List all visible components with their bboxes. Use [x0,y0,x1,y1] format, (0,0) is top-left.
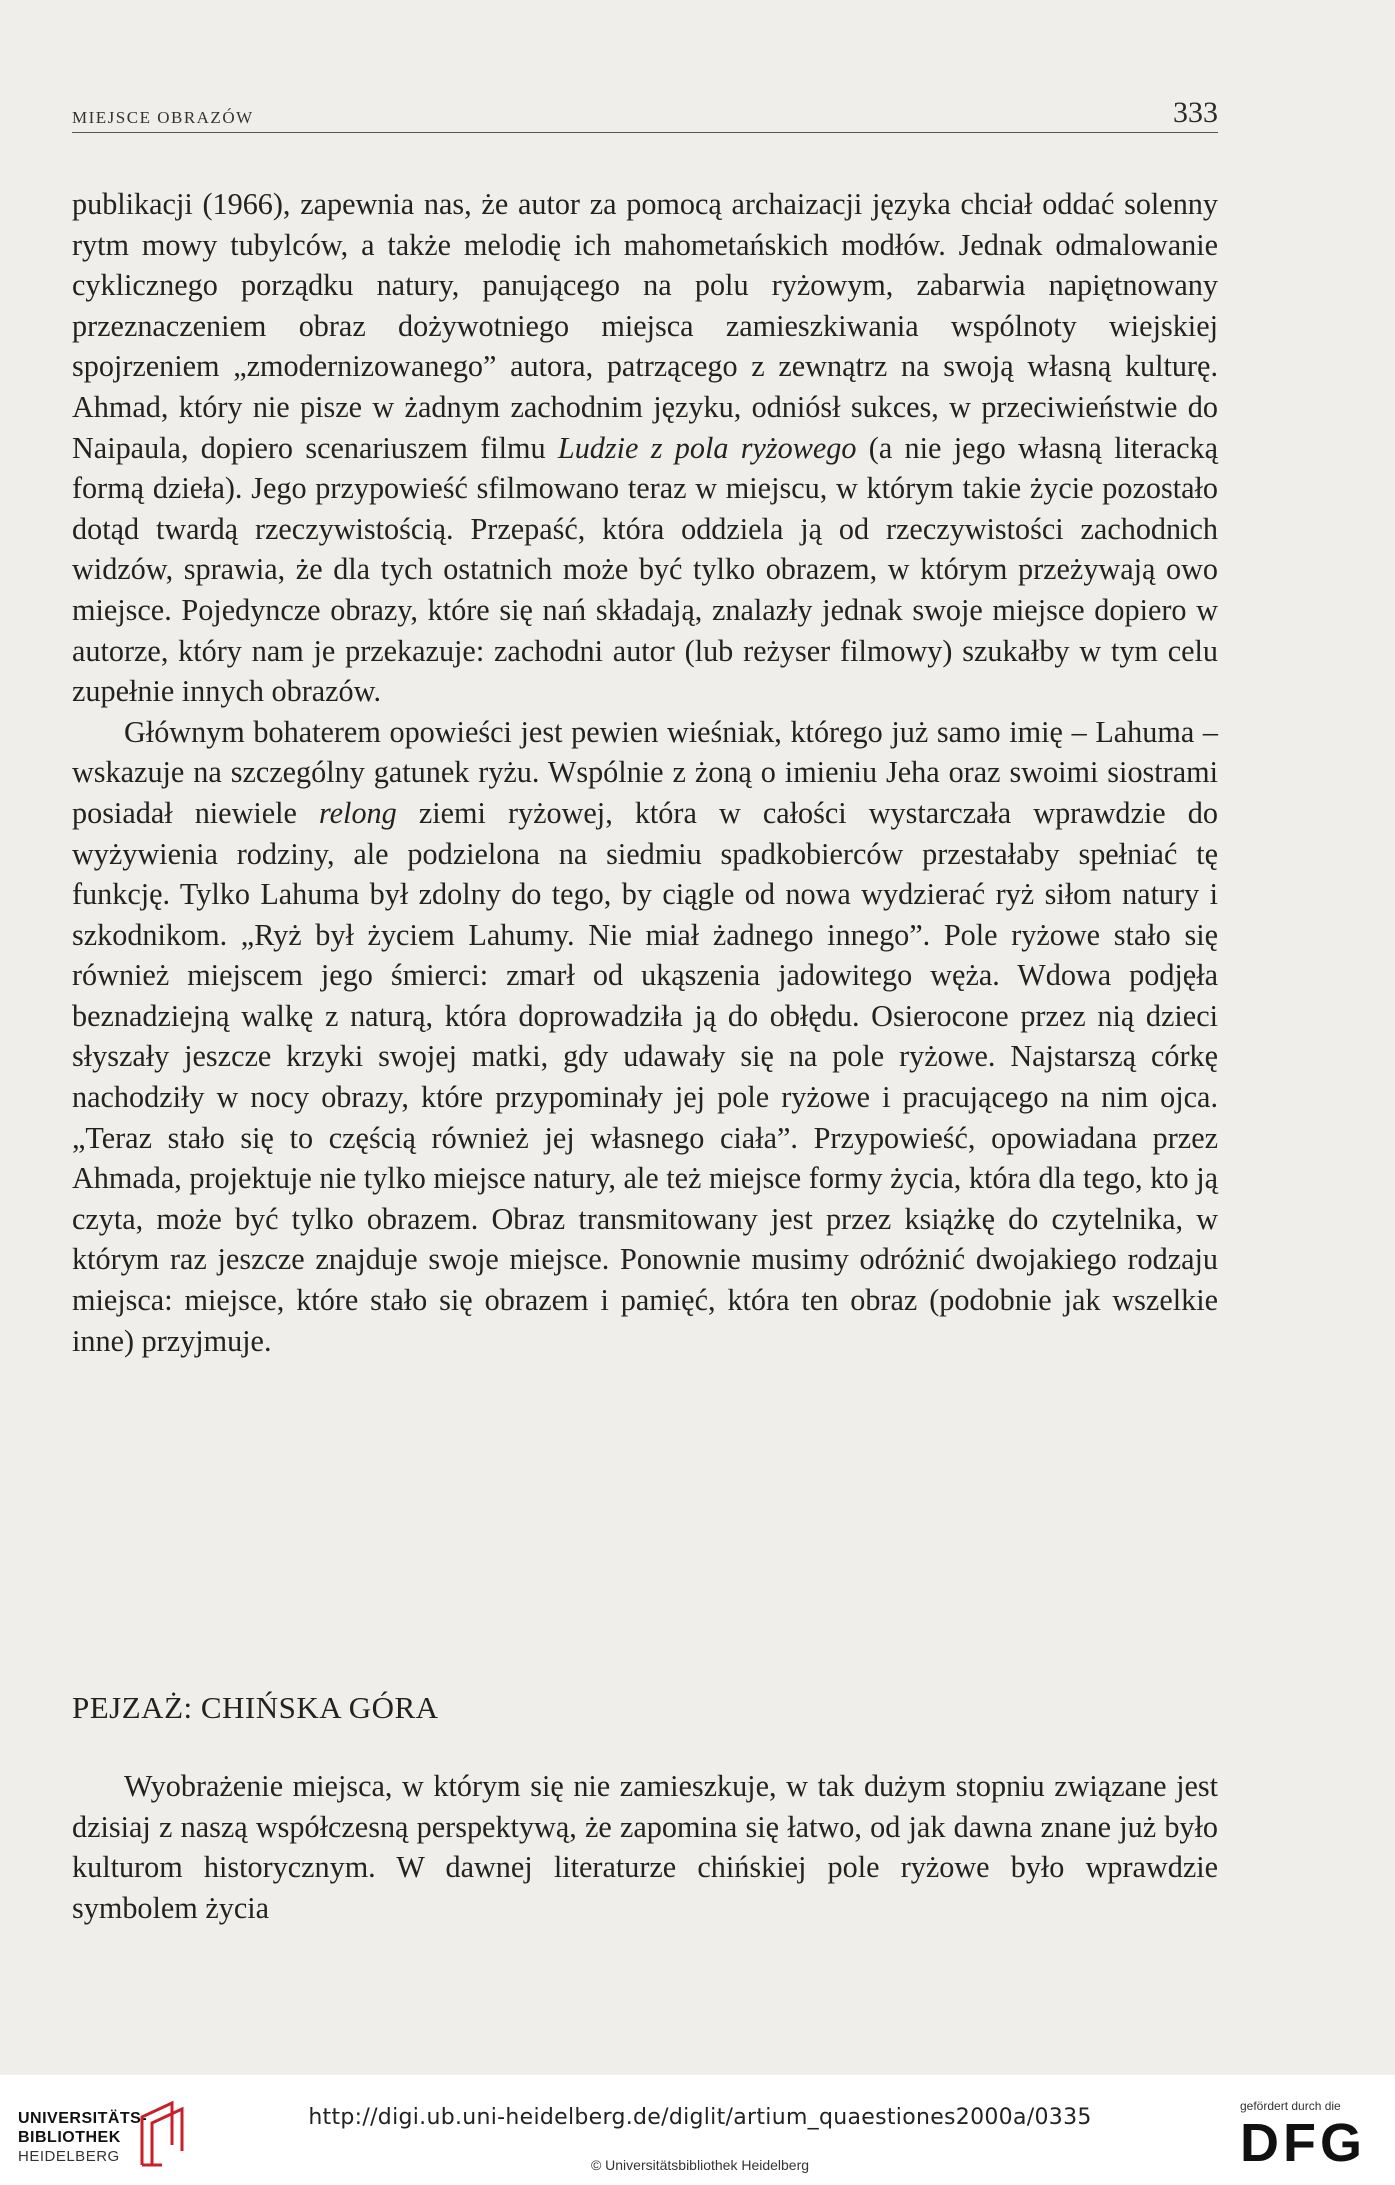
section-heading: PEJZAŻ: CHIŃSKA GÓRA [72,1690,439,1725]
body-text-main [72,184,1218,1361]
digitization-footer [0,2075,1395,2185]
paragraph-1: publikacji (1966), zapewnia nas, że autor za pomocą archaizacji języka chciał oddać solenny rytm mowy tubylców, a także melodię ich mahometańskich modłów. Jednak odmalowanie cyklicznego porządku natury, panującego na polu ryżowym, zabarwia napiętnowany przeznaczeniem obraz dożywotniego miejsca zamieszkiwania wspólnoty wiejskiej spojrzeniem „zmodernizowanego” autora, patrzącego z zewnątrz na swoją własną kulturę. Ahmad, który nie pisze w żadnym zachodnim języku, odniósł sukces, w przeciwieństwie do Naipaula, dopiero scenariuszem filmu Ludzie z pola ryżowego (a nie jego własną literacką formą dzieła). Jego przypowieść sfilmowano teraz w miejscu, w którym takie życie pozostało dotąd twardą rzeczywistością. Przepaść, która oddziela ją od rzeczywistości zachodnich widzów, sprawia, że dla tych ostatnich może być tylko obrazem, w którym przeżywają owo miejsce. Pojedyncze obrazy, które się nań składają, znalazły jednak swoje miejsce dopiero w autorze, który nam je przekazuje: zachodni autor (lub reżyser filmowy) szukałby w tym celu zupełnie innych obrazów. [72,187,1218,709]
term-relong: relong [319,795,397,830]
funder-label: gefördert durch die [1240,2099,1341,2113]
library-logo-icon [132,2095,194,2169]
paragraph-3: Wyobrażenie miejsca, w którym się nie zamieszkuje, w tak dużym stopniu związane jest dzisiaj z naszą współczesną perspektywą, że zapomina się łatwo, od jak dawna znane już było kulturom historycznym. W dawnej literaturze chińskiej pole ryżowe było wprawdzie symbolem życia [72,1769,1218,1925]
source-url-link[interactable]: http://digi.ub.uni-heidelberg.de/diglit/artium_quaestiones2000a/0335 [308,2105,1092,2130]
body-text-section [72,1766,1218,1928]
page-number: 333 [1173,96,1218,129]
library-name: UNIVERSITÄTS- BIBLIOTHEK HEIDELBERG [18,2110,148,2165]
paragraph-2: Głównym bohaterem opowieści jest pewien wieśniak, którego już samo imię – Lahuma – wskazuje na szczególny gatunek ryżu. Wspólnie z żoną o imieniu Jeha oraz swoimi siostrami posiadał niewiele relong ziemi ryżowej, która w całości wystarczała wprawdzie do wyżywienia rodziny, ale podzielona na siedmiu spadkobierców przestałaby spełniać tę funkcję. Tylko Lahuma był zdolny do tego, by ciągle od nowa wydzierać ryż siłom natury i szkodnikom. „Ryż był życiem Lahumy. Nie miał żadnego innego”. Pole ryżowe stało się również miejscem jego śmierci: zmarł od ukąszenia jadowitego węża. Wdowa podjęła beznadziejną walkę z naturą, która doprowadziła ją do obłędu. Osierocone przez nią dzieci słyszały jeszcze krzyki swojej matki, gdy udawały się na pole ryżowe. Najstarszą córkę nachodziły w nocy obrazy, które przypominały jej pole ryżowe i pracującego na nim ojca. „Teraz stało się to częścią również jej własnego ciała”. Przypowieść, opowiadana przez Ahmada, projektuje nie tylko miejsce natury, ale też miejsce formy życia, która dla tego, kto ją czyta, może być tylko obrazem. Obraz transmitowany jest przez książkę do czytelnika, w którym raz jeszcze znajduje swoje miejsce. Ponownie musimy odróżnić dwojakiego rodzaju miejsca: miejsce, które stało się obrazem i pamięć, która ten obraz (podobnie jak wszelkie inne) przyjmuje. [72,714,1218,1358]
copyright-notice: © Universitätsbibliothek Heidelberg [590,2157,810,2173]
running-title: MIEJSCE OBRAZÓW [72,108,254,127]
dfg-logo-icon: DFG [1240,2113,1366,2173]
running-head [72,96,1218,133]
film-title: Ludzie z pola ryżowego [557,430,857,465]
